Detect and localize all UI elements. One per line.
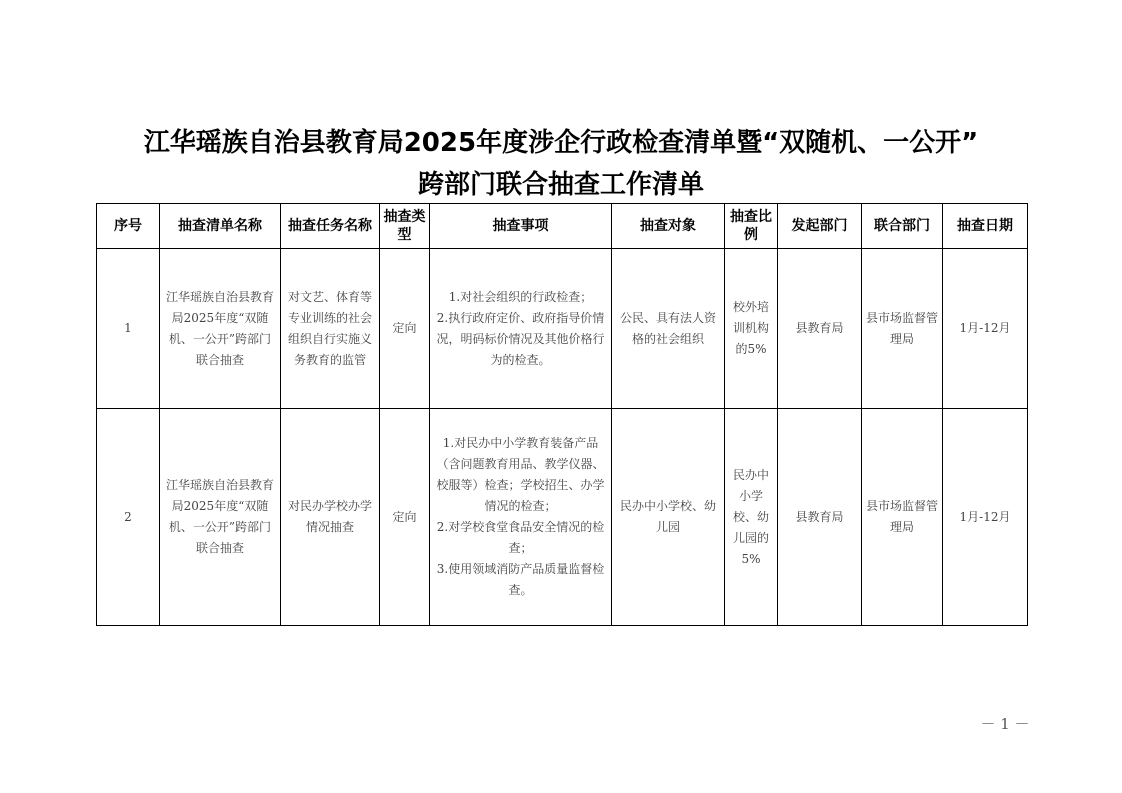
header-list-name: 抽查清单名称 [160,204,281,249]
cell-date: 1月-12月 [943,249,1028,409]
cell-type: 定向 [380,409,430,626]
table-row [97,249,1028,409]
header-items: 抽查事项 [430,204,612,249]
inspection-item: 2.对学校食堂食品安全情况的检查； [436,520,605,555]
header-type: 抽查类型 [380,204,430,249]
header-initiator: 发起部门 [778,204,862,249]
cell-items [430,249,612,409]
cell-joint: 县市场监督管理局 [862,409,943,626]
inspection-item: 1.对社会组织的行政检查； [448,289,593,304]
cell-initiator: 县教育局 [778,409,862,626]
title-line-2: 跨部门联合抽查工作清单 [417,170,704,200]
cell-initiator: 县教育局 [778,249,862,409]
cell-task-name: 对民办学校办学情况抽查 [281,409,380,626]
cell-ratio: 校外培训机构的5% [725,249,778,409]
table-row [97,409,1028,626]
cell-joint: 县市场监督管理局 [862,249,943,409]
cell-no: 1 [97,249,160,409]
cell-target: 民办中小学校、幼儿园 [612,409,725,626]
header-target: 抽查对象 [612,204,725,249]
cell-items [430,409,612,626]
inspection-table [96,203,1028,626]
header-joint: 联合部门 [862,204,943,249]
inspection-item: 3.使用领域消防产品质量监督检查。 [436,562,605,597]
cell-target: 公民、具有法人资格的社会组织 [612,249,725,409]
inspection-item: 1.对民办中小学教育装备产品（含问题教育用品、教学仪器、校服等）检查；学校招生、办学情况的检查； [436,436,605,513]
table-header-row [97,204,1028,249]
cell-date: 1月-12月 [943,409,1028,626]
document-title [60,122,1062,206]
cell-task-name: 对文艺、体育等专业训练的社会组织自行实施义务教育的监管 [281,249,380,409]
cell-ratio: 民办中小学校、幼儿园的5% [725,409,778,626]
cell-list-name: 江华瑶族自治县教育局2025年度“双随机、一公开”跨部门联合抽查 [160,409,281,626]
cell-type: 定向 [380,249,430,409]
header-ratio: 抽查比例 [725,204,778,249]
cell-list-name: 江华瑶族自治县教育局2025年度“双随机、一公开”跨部门联合抽查 [160,249,281,409]
title-line-1: 江华瑶族自治县教育局2025年度涉企行政检查清单暨“双随机、一公开” [143,128,979,158]
header-no: 序号 [97,204,160,249]
header-date: 抽查日期 [943,204,1028,249]
inspection-item: 2.执行政府定价、政府指导价情况，明码标价情况及其他价格行为的检查。 [436,310,605,367]
cell-no: 2 [97,409,160,626]
header-task-name: 抽查任务名称 [281,204,380,249]
page-number: － 1 － [980,715,1030,733]
